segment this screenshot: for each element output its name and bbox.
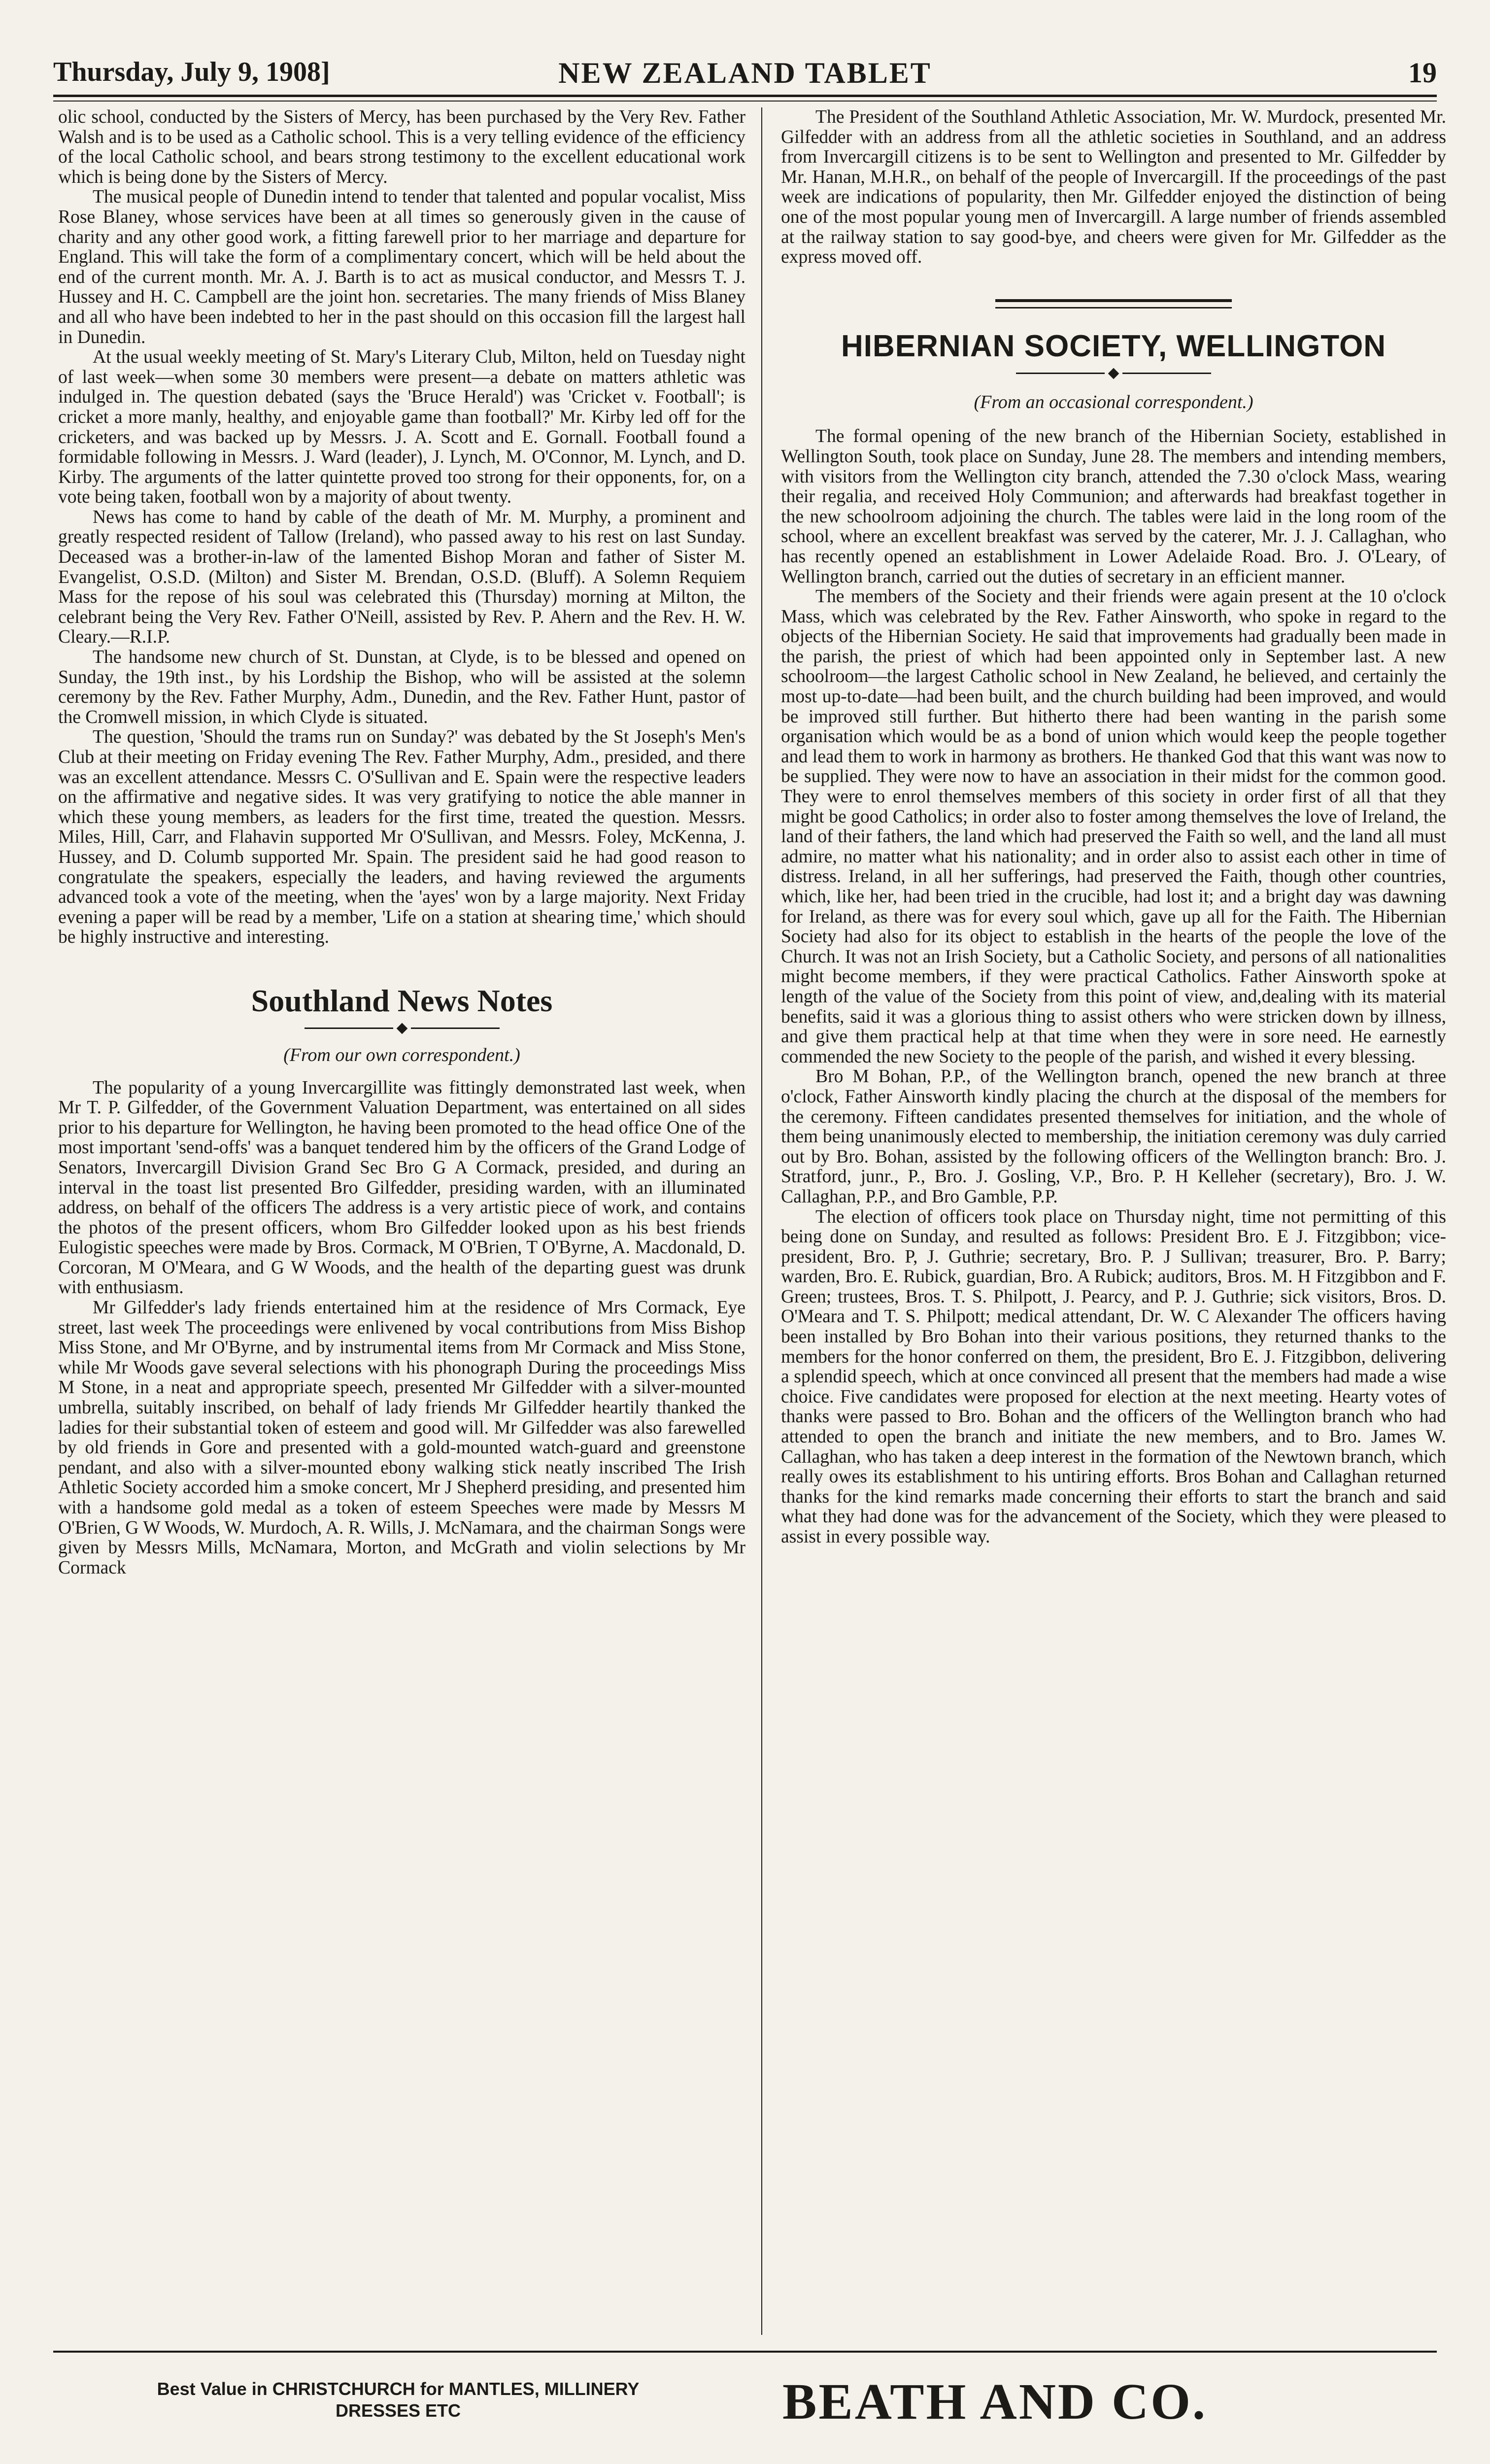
article-paragraph: The musical people of Dunedin intend to tender that talented and popular vocalist, Miss Rose Blaney, whose services have been at all times so generously given in the cause of charity and any other good work, a fitting farewell prior to her marriage and departure for England. This will take the form of a complimentary concert, which will be held about the end of the current month. Mr. A. J. Barth is to act as musical conductor, and Messrs T. J. Hussey and H. C. Campbell are the joint hon. secretaries. The many friends of Miss Blaney and all who have been indebted to her in the past should on this occasion fill the largest hall in Dunedin. — [58, 187, 745, 347]
column-divider — [761, 107, 762, 2335]
ad-brand: BEATH AND CO. — [782, 2373, 1207, 2430]
section-title: Southland News Notes — [251, 983, 553, 1018]
section-rule-thin — [995, 307, 1232, 308]
section-subtitle: (From our own correspondent.) — [283, 1044, 520, 1065]
masthead — [53, 45, 1437, 97]
masthead-rule — [53, 101, 1437, 102]
issue-date: Thursday, July 9, 1908] — [53, 57, 330, 87]
article-paragraph: The election of officers took place on Thursday night, time not permitting of this being done on Sunday, and resulted as follows: President Bro. E J. Fitzgibbon; vice-president, Bro. P, J. Guthrie; secretary, Bro. P. J Sullivan; treasurer, Bro. P. Barry; warden, Bro. E. Rubick, guardian, Bro. A Rubick; auditors, Bros. M. H Fitzgibbon and F. Green; trustees, Bros. T. S. Philpott, J. Pearcy, and P. J. Guthrie; sick visitors, Bros. D. O'Meara and T. S. Philpott; medical attendant, Dr. W. C Alexander The officers having been installed by Bro Bohan into their various positions, they returned thanks to the members for the honor conferred on them, the president, Bro E. J. Fitzgibbon, delivering a splendid speech, which at once convinced all present that the members had made a wise choice. Five candidates were proposed for election at the next meeting. Hearty votes of thanks were passed to Bro. Bohan and the officers of the Wellington branch who had attended to open the branch and initiate the new members, and to Bro. James W. Callaghan, who has taken a deep interest in the formation of the Newtown branch, which really owes its establishment to his untiring efforts. Bros Bohan and Callaghan returned thanks for the kind remarks made concerning their efforts to start the branch and said what they had done was for the advancement of the Society, which they were pleased to assist in every possible way. — [781, 1206, 1446, 1547]
article-paragraph: Mr Gilfedder's lady friends entertained him at the residence of Mrs Cormack, Eye street, last week The proceedings were enlivened by vocal contributions from Miss Bishop Miss Stone, and Mr O'Byrne, and by instrumental items from Mr Cormack and Miss Stone, while Mr Woods gave several selections with his phonograph During the proceedings Miss M Stone, in a neat and appropriate speech, presented Mr Gilfedder with a silver-mounted umbrella, suitably inscribed, on behalf of lady friends Mr Gilfedder heartily thanked the ladies for their substantial token of esteem and good will. Mr Gilfedder was also farewelled by old friends in Gore and presented with a gold-mounted watch-guard and greenstone pendant, and also with a silver-mounted ebony walking stick neatly inscribed The Irish Athletic Society accorded him a smoke concert, Mr J Shepherd presiding, and presented him with a handsome gold medal as a token of esteem Speeches were made by Messrs M O'Brien, G W Woods, W. Murdoch, A. R. Wills, J. McNamara, and the chairman Songs were given by Messrs Mills, McNamara, Morton, and McGrath and violin selections by Mr Cormack — [58, 1298, 745, 1578]
article-paragraph: The question, 'Should the trams run on Sunday?' was debated by the St Joseph's Men's Club at their meeting on Friday evening The Rev. Father Murphy, Adm., presided, and there was an excellent attendance. Messrs C. O'Sullivan and E. Spain were the respective leaders on the affirmative and negative sides. It was very gratifying to notice the able manner in which these young members, as leaders for the first time, treated the question. Messrs. Miles, Hill, Carr, and Flahavin supported Mr O'Sullivan, and Messrs. Foley, McKenna, J. Hussey, and D. Columb supported Mr. Spain. The president said he had good reason to congratulate the speakers, especially the leaders, and having reviewed the arguments advanced took a vote of the meeting, when the 'ayes' won by a large majority. Next Friday evening a paper will be read by a member, 'Life on a station at shearing time,' which should be highly instructive and interesting. — [58, 727, 745, 948]
ad-text: Best Value in CHRISTCHURCH for MANTLES, MILLINERY DRESSES ETC — [157, 2379, 640, 2421]
article-paragraph: At the usual weekly meeting of St. Mary's Literary Club, Milton, held on Tuesday night of last week—when some 30 members were present—a debate on matters athletic was indulged in. The question debated (says the 'Bruce Herald') was 'Cricket v. Football'; is cricket a more manly, healthy, and enjoyable game than football?' Mr. Kirby led off for the cricketers, and was backed up by Messrs. J. A. Scott and E. Gornall. Football found a formidable following in Messrs. J. Ward (leader), J. Lynch, M. O'Connor, M. Lynch, and D. Kirby. The arguments of the latter quintette proved too strong for their opponents, for, on a vote being taken, football won by a majority of about twenty. — [58, 347, 745, 508]
page-number: 19 — [1408, 57, 1437, 89]
advertisement-footer — [53, 2351, 1437, 2441]
article-paragraph: News has come to hand by cable of the death of Mr. M. Murphy, a prominent and greatly respected resident of Tallow (Ireland), who passed away to his rest on last Sunday. Deceased was a brother-in-law of the lamented Bishop Moran and father of Sister M. Evangelist, O.S.D. (Milton) and Sister M. Brendan, O.S.D. (Bluff). A Solemn Requiem Mass for the repose of his soul was celebrated this (Thursday) morning at Milton, the celebrant being the Very Rev. Father O'Neill, assisted by Rev. P. Ahern and the Rev. H. W. Cleary.—R.I.P. — [58, 507, 745, 648]
heading-ornament — [58, 1025, 745, 1032]
article-paragraph: olic school, conducted by the Sisters of Mercy, has been purchased by the Very Rev. Father Walsh and is to be used as a Catholic school. This is a very telling evidence of the efficiency of the local Catholic school, and bears strong testimony to the excellent educational work which is being done by the Sisters of Mercy. — [58, 107, 745, 187]
article-paragraph: The popularity of a young Invercargillite was fittingly demonstrated last week, when Mr T. P. Gilfedder, of the Government Valuation Department, was entertained on all sides prior to his departure for Wellington, he having been promoted to the head office One of the most important 'send-offs' was a banquet tendered him by the officers of the Grand Lodge of Senators, Invercargill Division Grand Sec Bro G A Cormack, presided, and during an interval in the toast list presented Bro Gilfedder, presiding warden, with an illuminated address, on behalf of the officers The address is a very artistic piece of work, and contains the photos of the present officers, whom Bro Gilfedder looked upon as his best friends Eulogistic speeches were made by Bros. Cormack, M O'Brien, T O'Byrne, A. Macdonald, D. Corcoran, M O'Meara, and G W Woods, and the health of the departing guest was drunk with enthusiasm. — [58, 1077, 745, 1298]
article-paragraph: The handsome new church of St. Dunstan, at Clyde, is to be blessed and opened on Sunday, the 19th inst., by his Lordship the Bishop, who will be assisted at the solemn ceremony by the Rev. Father Murphy, Adm., Dunedin, and the Rev. Father Hunt, pastor of the Cromwell mission, in which Clyde is situated. — [58, 647, 745, 727]
article-paragraph: The President of the Southland Athletic Association, Mr. W. Murdock, presented Mr. Gilfedder with an address from all the athletic societies in Southland, and an address from Invercargill citizens is to be sent to Wellington and presented to Mr. Gilfedder by Mr. Hanan, M.H.R., on behalf of the people of Invercargill. If the proceedings of the past week are indications of popularity, then Mr. Gilfedder enjoyed the distinction of being one of the most popular young men of Invercargill. A large number of friends assembled at the railway station to say good-bye, and cheers were given for Mr. Gilfedder as the express moved off. — [781, 107, 1446, 268]
section-title: HIBERNIAN SOCIETY, WELLINGTON — [841, 329, 1386, 363]
article-paragraph: The members of the Society and their friends were again present at the 10 o'clock Mass, which was celebrated by the Rev. Father Ainsworth, who spoke in regard to the objects of the Hibernian Society. He said that improvements had gradually been made in the parish, the priest of which had been appointed only in September last. A new schoolroom—the largest Catholic school in New Zealand, he believed, and certainly the most up-to-date—had been built, and the church building had been improved, and would be improved still further. But hitherto there had been wanting in the parish some organisation which would be as a bond of union which would keep the people together and lead them to work in harmony as brothers. He thanked God that this want was now to be supplied. They were now to have an association in their midst for the common good. They were to enrol themselves members of this society in order first of all that they might be good Catholics; in order also to foster among themselves the love of Ireland, the land of their fathers, the land which had preserved the Faith so well, and the land all must admire, no matter what his nationality; and in order also to assist each other in time of distress. Ireland, in all her sufferings, had preserved the Faith, though other countries, which, like her, had been tried in the crucible, had lost it; and a bright day was dawning for Ireland, as there was for every soul which, gave up all for the Faith. The Hibernian Society had also for its object to establish in the hearts of the people the love of the Church. It was not an Irish Society, but a Catholic Society, and persons of all nationalities might become members, if they were practical Catholics. Father Ainsworth spoke at length of the value of the Society from this point of view, and,dealing with its material benefits, said it was a glorious thing to assist others who were stricken down by illness, and give them practical help at that time when they were in sore need. He earnestly commended the new Society to the people of the parish, and wished it every blessing. — [781, 586, 1446, 1067]
article-paragraph: Bro M Bohan, P.P., of the Wellington branch, opened the new branch at three o'clock, Father Ainsworth kindly placing the church at the disposal of the members for the ceremony. Fifteen candidates presented themselves for initiation, and the whole of them being unanimously elected to membership, the initiation ceremony was duly carried out by Bro. Bohan, assisted by the following officers of the Wellington branch: Bro. J. Stratford, junr., P., Bro. J. Gosling, V.P., Bro. P. H Kelleher (secretary), Bro. J. W. Callaghan, P.P., and Bro Gamble, P.P. — [781, 1066, 1446, 1207]
publication-name: NEW ZEALAND TABLET — [558, 57, 932, 89]
left-column — [58, 107, 745, 1578]
right-column — [781, 107, 1446, 1547]
section-rule-thick — [995, 299, 1232, 302]
heading-ornament — [781, 370, 1446, 377]
hibernian-section-heading — [781, 299, 1446, 412]
article-paragraph: The formal opening of the new branch of the Hibernian Society, established in Wellington South, took place on Sunday, June 28. The members and intending members, with visitors from the Wellington city branch, attended the 7.30 o'clock Mass, wearing their regalia, and received Holy Communion; and afterwards had breakfast together in the new schoolroom adjoining the church. The tables were laid in the long room of the school, where an excellent breakfast was served by the caterer, Mr. J. J. Callaghan, who has recently opened an establishment in Lower Adelaide Road. Bro. J. O'Leary, of Wellington branch, carried out the duties of secretary in an efficient manner. — [781, 426, 1446, 587]
southland-section-heading — [58, 982, 745, 1065]
section-subtitle: (From an occasional correspondent.) — [974, 391, 1253, 412]
